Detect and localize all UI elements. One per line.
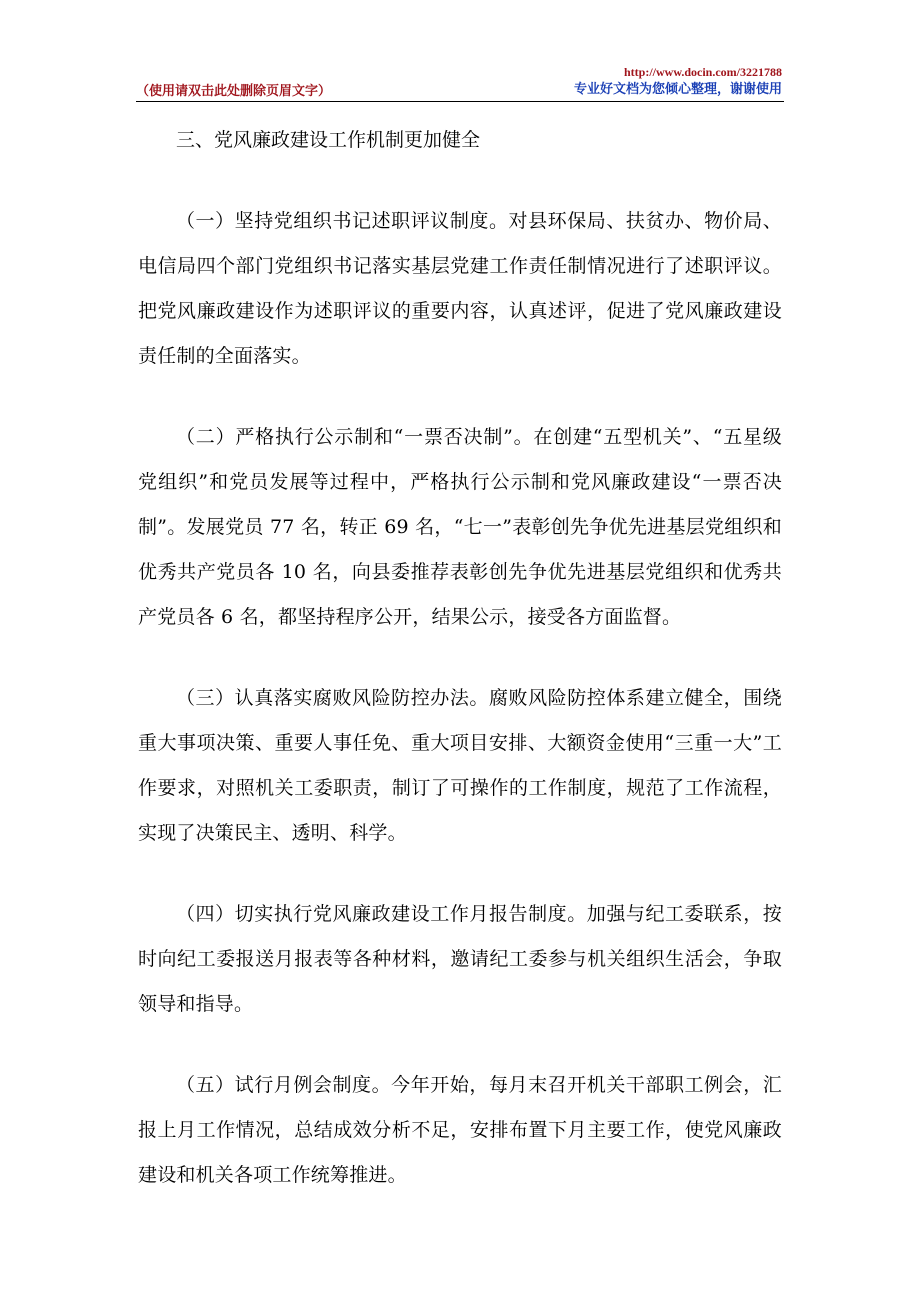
paragraph-spacer (138, 640, 782, 676)
header-delete-note[interactable]: （使用请双击此处删除页眉文字） (136, 84, 332, 99)
paragraph-spacer (138, 1027, 782, 1063)
paragraph-spacer (138, 163, 782, 199)
paragraph-spacer (138, 379, 782, 415)
paragraph-5: （五）试行月例会制度。今年开始，每月末召开机关干部职工例会，汇报上月工作情况，总结成效分析不足，安排布置下月主要工作，使党风廉政建设和机关各项工作统筹推进。 (138, 1074, 782, 1186)
paragraph-1: （一）坚持党组织书记述职评议制度。对县环保局、扶贫办、物价局、电信局四个部门党组织书记落实基层党建工作责任制情况进行了述职评议。把党风廉政建设作为述职评议的重要内容，认真述评，促进了党风廉政建设责任制的全面落实。 (138, 210, 782, 367)
paragraph-4: （四）切实执行党风廉政建设工作月报告制度。加强与纪工委联系，按时向纪工委报送月报表等各种材料，邀请纪工委参与机关组织生活会，争取领导和指导。 (138, 903, 782, 1015)
paragraph-2: （二）严格执行公示制和“一票否决制”。在创建“五型机关”、“五星级党组织”和党员发展等过程中，严格执行公示制和党风廉政建设“一票否决制”。发展党员 77 名，转正 69 名，“七一”表彰创先争优先进基层党组织和优秀共产党员各 10 名，向县委推荐表彰创先争优先进基层党组织和优秀共产党员各 6 名，都坚持程序公开，结果公示，接受各方面监督。 (138, 426, 782, 628)
header-slogan: 专业好文档为您倾心整理，谢谢使用 (573, 82, 782, 97)
paragraph-3: （三）认真落实腐败风险防控办法。腐败风险防控体系建立健全，围绕重大事项决策、重要人事任免、重大项目安排、大额资金使用“三重一大”工作要求，对照机关工委职责，制订了可操作的工作制度，规范了工作流程，实现了决策民主、透明、科学。 (138, 687, 782, 844)
header-url-link[interactable]: http://www.docin.com/3221788 (623, 65, 782, 79)
header-divider (136, 101, 784, 102)
document-body (138, 118, 782, 1198)
paragraph-spacer (138, 856, 782, 892)
section-heading: 三、党风廉政建设工作机制更加健全 (176, 129, 481, 151)
header-right-block (574, 64, 782, 99)
